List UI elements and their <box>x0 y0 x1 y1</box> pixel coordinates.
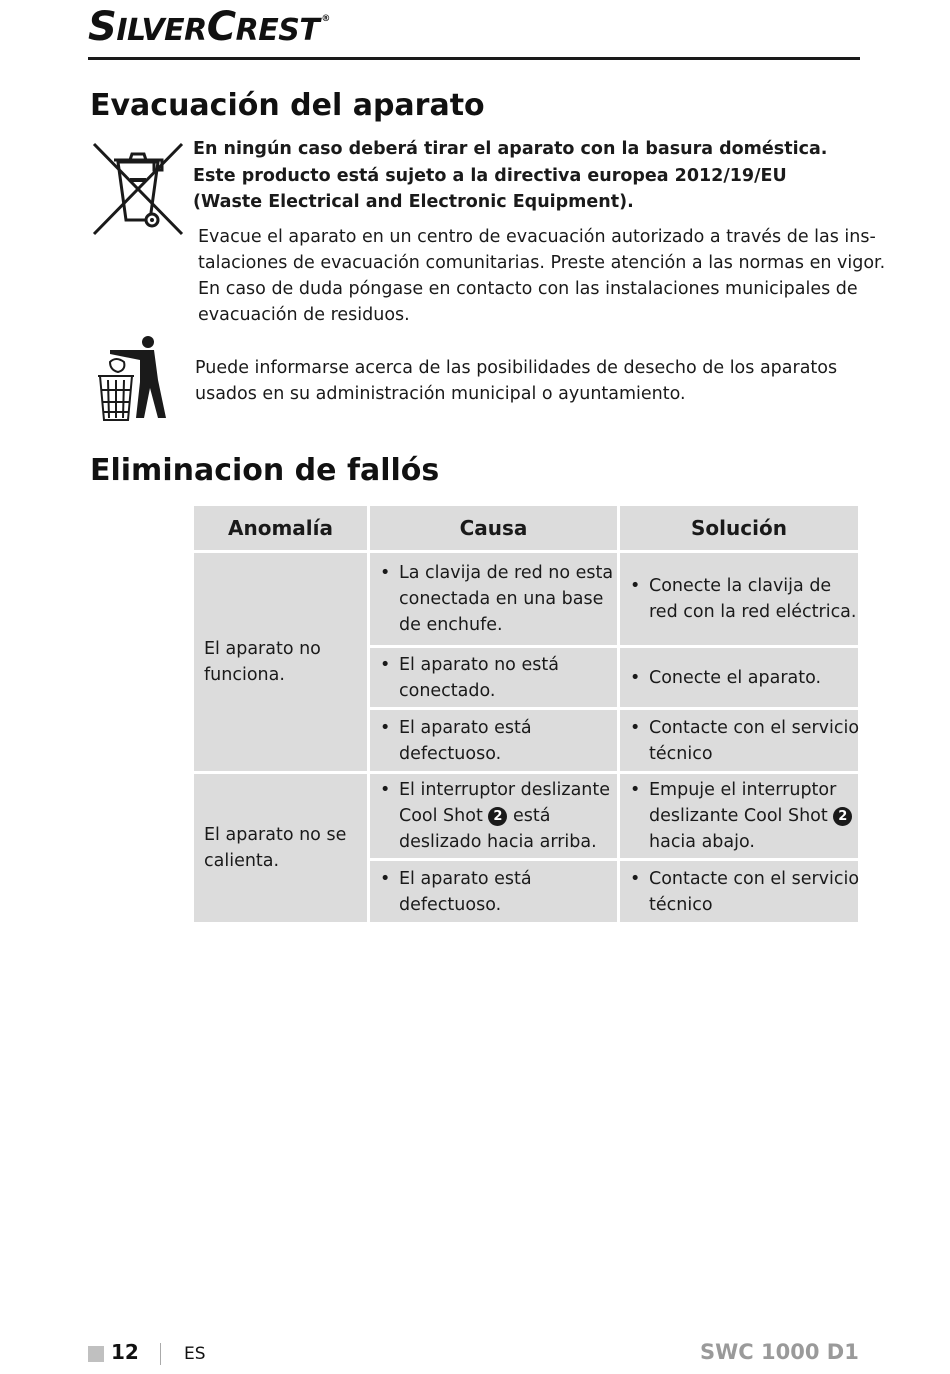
troubleshooting-title: Eliminacion de fallós <box>90 453 440 488</box>
cause-cell: • El interruptor deslizante Cool Shot 2 está deslizado hacia arriba. <box>370 774 617 858</box>
anomaly-cell: El aparato no se calienta. <box>194 774 367 922</box>
disposal-instructions: Evacue el aparato en un centro de evacuación autorizado a través de las ins- talaciones de evacuación comunitarias. Preste atención a las normas en vigor. En caso de duda póngase en contacto con las instalaciones municipales de evacuación de residuos. <box>198 227 886 325</box>
header-anomaly: Anomalía <box>194 506 367 550</box>
cause-cell: • El aparato está defectuoso. <box>370 861 617 922</box>
cause-cell: • El aparato no está conectado. <box>370 648 617 707</box>
solution-cell: • Conecte la clavija de red con la red eléctrica. <box>620 553 858 645</box>
anomaly-cell: El aparato no funciona. <box>194 553 367 771</box>
cause-cell: • El aparato está defectuoso. <box>370 710 617 771</box>
footer-square <box>88 1346 104 1362</box>
model-number: SWC 1000 D1 <box>700 1340 859 1364</box>
troubleshooting-table <box>194 506 858 922</box>
footer-divider <box>160 1343 161 1365</box>
header-solution: Solución <box>620 506 858 550</box>
header-cause: Causa <box>370 506 617 550</box>
crossed-out-bin-icon <box>90 140 186 238</box>
page-number: 12 <box>111 1340 139 1364</box>
solution-cell: • Contacte con el servicio técnico <box>620 710 858 771</box>
solution-cell: • Contacte con el servicio técnico <box>620 861 858 922</box>
solution-cell: • Empuje el interruptor deslizante Cool Shot 2 hacia abajo. <box>620 774 858 858</box>
language-code: ES <box>184 1344 206 1364</box>
disposal-warning: En ningún caso deberá tirar el aparato con la basura doméstica. Este producto está sujeto a la directiva europea 2012/19/EU (Waste Electrical and Electronic Equipment). <box>193 139 828 212</box>
disposal-title: Evacuación del aparato <box>90 88 485 123</box>
header-rule <box>88 57 860 60</box>
solution-cell: • Conecte el aparato. <box>620 648 858 707</box>
disposal-info: Puede informarse acerca de las posibilidades de desecho de los aparatos usados en su administración municipal o ayuntamiento. <box>195 358 838 404</box>
person-throwing-trash-icon <box>96 332 168 424</box>
cause-cell: • La clavija de red no esta conectada en una base de enchufe. <box>370 553 617 645</box>
part-number-badge: 2 <box>833 807 852 826</box>
part-number-badge: 2 <box>488 807 507 826</box>
brand-logo: SILVERCREST ® <box>88 4 330 50</box>
